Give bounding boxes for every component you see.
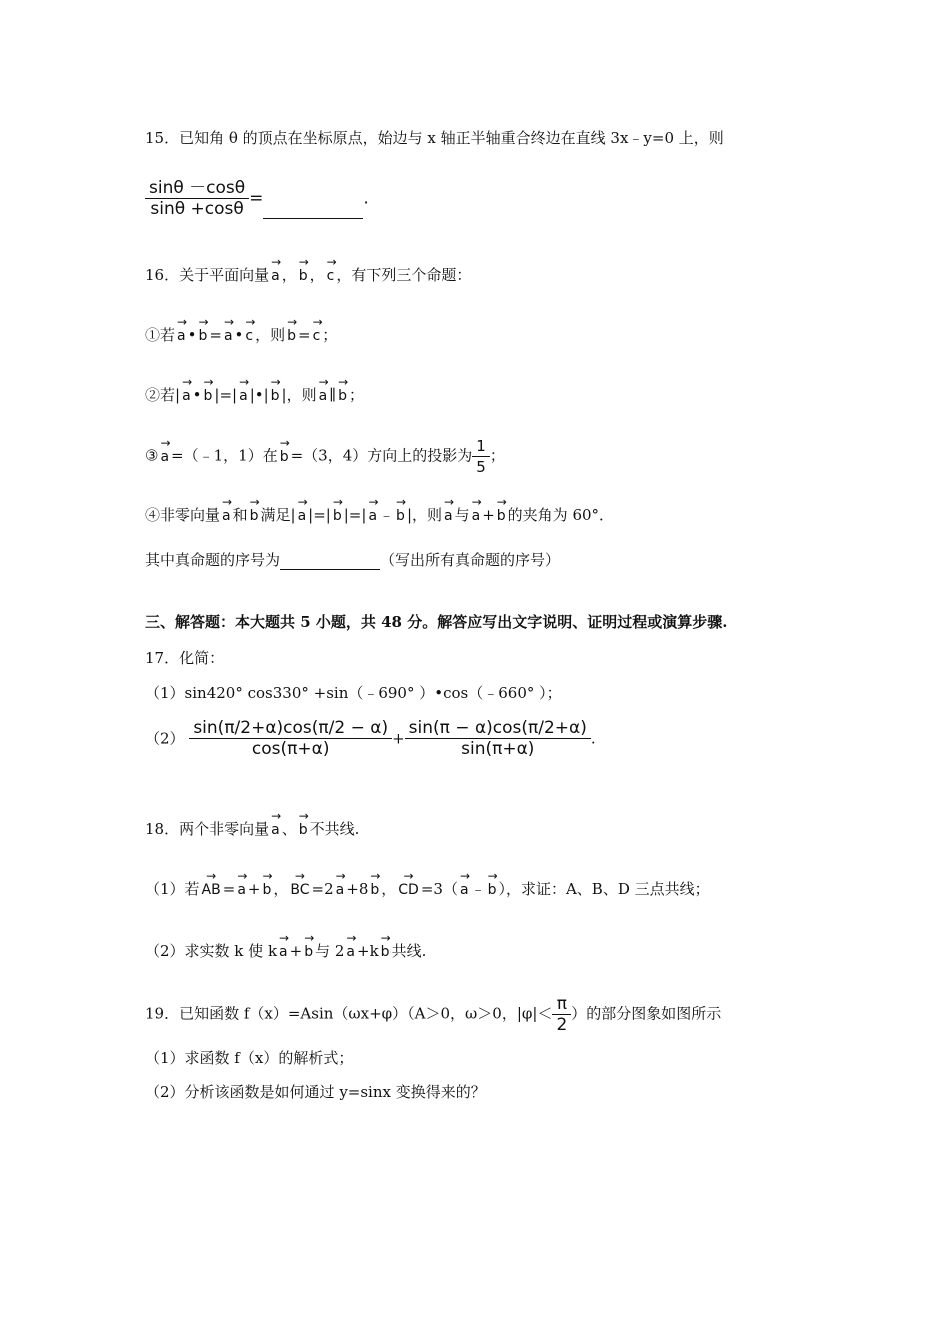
q15-fraction <box>145 178 249 219</box>
q15-denominator: sinθ +cosθ <box>150 199 244 219</box>
q15-text: 15．已知角 θ 的顶点在坐标原点，始边与 x 轴正半轴重合终边在直线 3x﹣y=0 上，则 <box>145 129 724 147</box>
q18-part-2: （2）求实数 k 使 k→ a +→ b 与 2→ a +k→ b 共线. <box>145 934 426 962</box>
q16-prop-4: ④非零向量→ a 和→ b 满足|→ a |=|→ b |=|→ a ﹣→ b |，则→ a 与→ a +→ b 的夹角为 60°． <box>145 498 614 526</box>
q19-part-1: （1）求函数 f（x）的解析式； <box>145 1049 354 1067</box>
q16-ask: 其中真命题的序号为 （写出所有真命题的序号） <box>145 551 561 569</box>
q16-prop-2: ②若|→ a •→ b |=|→ a |•|→ b |，则→ a ∥→ b ； <box>145 378 364 406</box>
q18-part-1: （1）若→ AB =→ a +→ b ，→ BC =2→ a +8→ b ，→ CD =3（→ a ﹣→ b ），求证：A、B、D 三点共线； <box>145 872 710 900</box>
q16-blank <box>280 569 380 570</box>
q17-fraction-1: $\frac{\sin(\pi/2+\alpha)\cos(\pi/2 - \alpha)}{\cos(\pi+\alpha)}$ <box>189 718 392 759</box>
q15-fraction-line: $\frac{\sin\theta -\cos\theta}{\sin\theta +\cos\theta}$ = . <box>145 178 369 219</box>
q17-title: 17．化简： <box>145 649 225 667</box>
q17-part-1: （1）sin420° cos330° +sin（﹣690° ）•cos（﹣660° ）； <box>145 684 562 702</box>
q19-text: 19．已知函数 f（x）=Asin（ωx+φ）（A＞0，ω＞0，|φ|＜ $\frac{\pi}{2}$ ）的部分图象如图所示 <box>145 994 722 1035</box>
q15-numerator: sinθ －cosθ <box>145 178 249 199</box>
section-3-heading: 三、解答题：本大题共 5 小题，共 48 分。解答应写出文字说明、证明过程或演算步骤. <box>145 613 728 631</box>
q19-part-2: （2）分析该函数是如何通过 y=sinx 变换得来的？ <box>145 1083 486 1101</box>
q16-intro: 16．关于平面向量→ a ，→ b ，→ c ，有下列三个命题： <box>145 258 471 286</box>
q15-blank <box>263 218 363 219</box>
q18-text: 18．两个非零向量→ a 、→ b 不共线. <box>145 812 359 840</box>
q16-prop-3: ③→ a =（﹣1，1）在→ b =（3，4）方向上的投影为 $\frac{1}{5}$ ； <box>145 436 505 477</box>
q17-fraction-2: $\frac{\sin(\pi - \alpha)\cos(\pi/2+\alpha)}{\sin(\pi+\alpha)}$ <box>405 718 591 759</box>
q17-part-2: （2） $\frac{\sin(\pi/2+\alpha)\cos(\pi/2 - \alpha)}{\cos(\pi+\alpha)}$ + $\frac{\sin(\pi - \alpha)\cos(\pi/2+\alpha)}{\sin(\pi+\alpha)}$ . <box>145 718 596 759</box>
q16-prop-1: ①若→ a •→ b =→ a •→ c ，则→ b =→ c ； <box>145 318 337 346</box>
